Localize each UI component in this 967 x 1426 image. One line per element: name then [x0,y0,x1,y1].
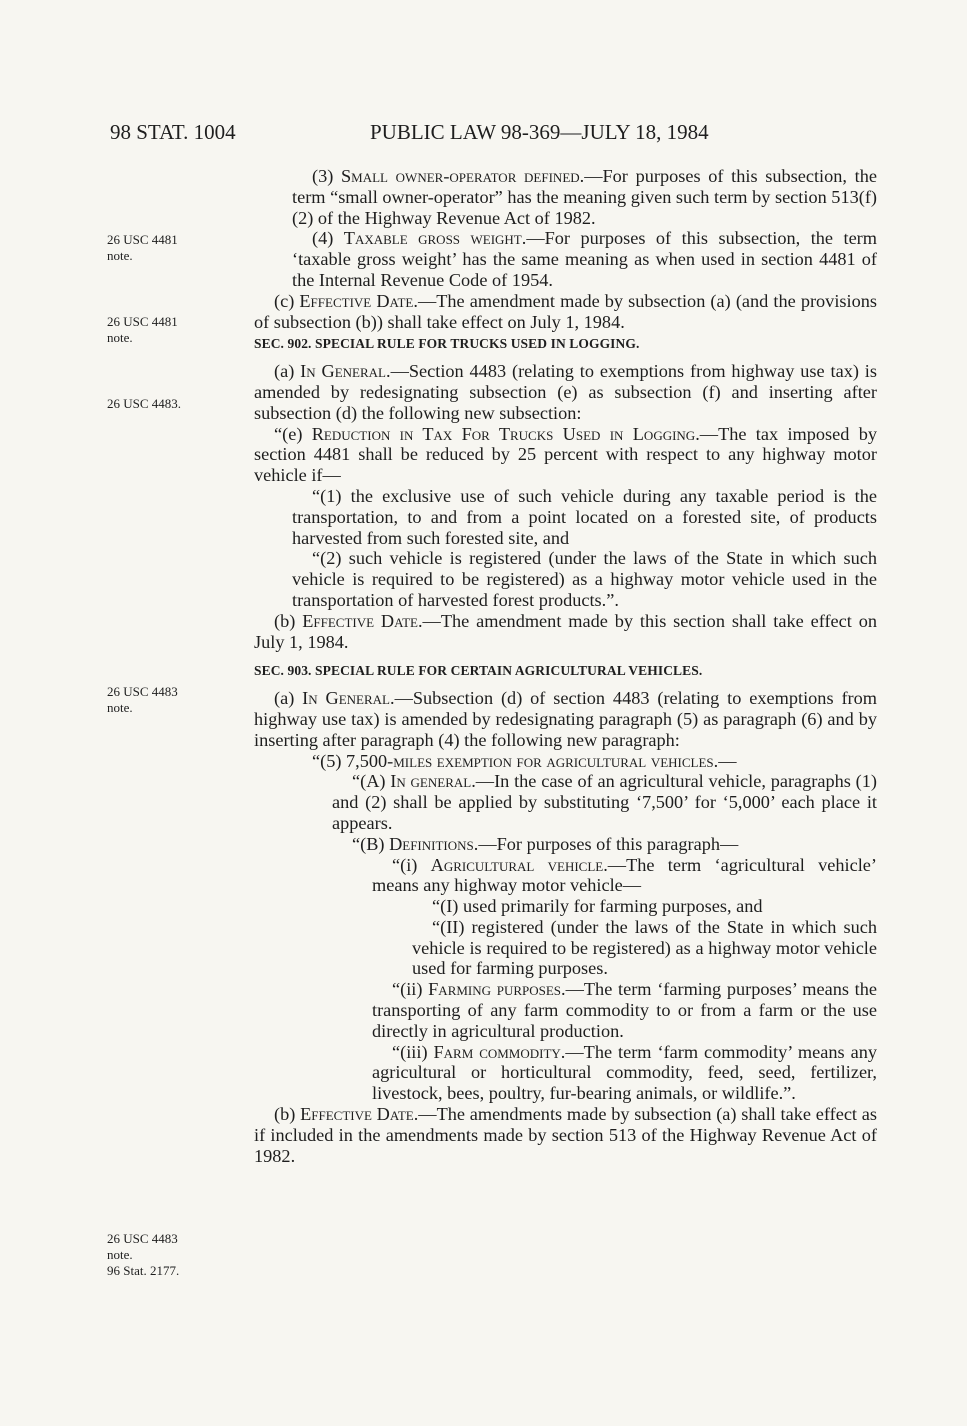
paragraph: “(I) used primarily for farming purposes, and [432,896,763,917]
section-heading: SEC. 902. SPECIAL RULE FOR TRUCKS USED IN LOGGING. [254,336,640,352]
paragraph: (a) In General.—Section 4483 (relating to exemptions from highway use tax) is amended by redesignating subsection (e) as subsection (f) and inserting after subsection (d) the following new subsection: [254,361,877,423]
statute-page-number: 98 STAT. 1004 [110,120,236,144]
margin-note-statute-ref: 96 Stat. 2177. [107,1263,180,1278]
margin-note-label: note. [107,330,133,345]
paragraph: (c) Effective Date.—The amendment made by subsection (a) (and the provisions of subsection (b)) shall take effect on July 1, 1984. [254,290,877,332]
paragraph: “(e) Reduction in Tax For Trucks Used in Logging.—The tax imposed by section 4481 shall be reduced by 25 percent with respect to any highway motor vehicle if— [254,423,877,486]
running-title: PUBLIC LAW 98-369—JULY 18, 1984 [370,120,709,144]
section-heading: SEC. 903. SPECIAL RULE FOR CERTAIN AGRICULTURAL VEHICLES. [254,663,703,679]
page-header [0,117,967,147]
margin-note [107,1231,179,1279]
paragraph: “(5) 7,500-miles exemption for agricultural vehicles.— [312,750,737,771]
paragraph: “(II) registered (under the laws of the State in which such vehicle is required to be registered) as a highway motor vehicle used for farming purposes. [412,916,877,979]
margin-note-citation: 26 USC 4483 [107,684,178,699]
margin-note-citation: 26 USC 4481 [107,314,178,329]
paragraph: (b) Effective Date.—The amendments made by subsection (a) shall take effect as if included in the amendments made by section 513 of the Highway Revenue Act of 1982. [254,1104,877,1166]
paragraph: (a) In General.—Subsection (d) of section 4483 (relating to exemptions from highway use tax) is amended by redesignating paragraph (5) as paragraph (6) and by inserting after paragraph (4) the following new paragraph: [254,688,877,750]
margin-note-citation: 26 USC 4481 [107,232,178,247]
margin-note-citation: 26 USC 4483 [107,1231,178,1246]
paragraph: (3) Small owner-operator defined.—For purposes of this subsection, the term “small owner-operator” has the meaning given such term by section 513(f)(2) of the Highway Revenue Act of 1982. [292,166,877,228]
margin-note-label: note. [107,1247,133,1262]
paragraph: “(1) the exclusive use of such vehicle during any taxable period is the transportation, to and from a point located on a forested site, of products harvested from such forested site, and [292,485,877,548]
margin-note [107,684,178,716]
statute-body [254,166,877,1166]
paragraph: “(A) In general.—In the case of an agricultural vehicle, paragraphs (1) and (2) shall be applied by substituting ‘7,500’ for ‘5,000’ each place it appears. [332,771,877,833]
paragraph: (4) Taxable gross weight.—For purposes of this subsection, the term ‘taxable gross weight’ has the same meaning as when used in section 4481 of the Internal Revenue Code of 1954. [292,228,877,290]
paragraph: “(B) Definitions.—For purposes of this paragraph— [352,833,739,854]
paragraph: (b) Effective Date.—The amendment made by this section shall take effect on July 1, 1984. [254,610,877,652]
margin-note [107,314,178,346]
paragraph: “(i) Agricultural vehicle.—The term ‘agricultural vehicle’ means any highway motor vehicle— [372,854,877,896]
margin-note [107,232,178,264]
margin-note-label: note. [107,700,133,715]
paragraph: “(ii) Farming purposes.—The term ‘farming purposes’ means the transporting of any farm commodity to or from a farm or the use directly in agricultural production. [372,979,877,1041]
paragraph: “(iii) Farm commodity.—The term ‘farm commodity’ means any agricultural or horticultural commodity, feed, seed, fertilizer, livestock, bees, poultry, fur-bearing animals, or wildlife.”. [372,1041,877,1104]
paragraph: “(2) such vehicle is registered (under the laws of the State in which such vehicle is required to be registered) as a highway motor vehicle used in the transportation of harvested forest products.”. [292,548,877,610]
margin-note-label: note. [107,248,133,263]
margin-note [107,396,181,412]
margin-note-citation: 26 USC 4483. [107,396,182,411]
